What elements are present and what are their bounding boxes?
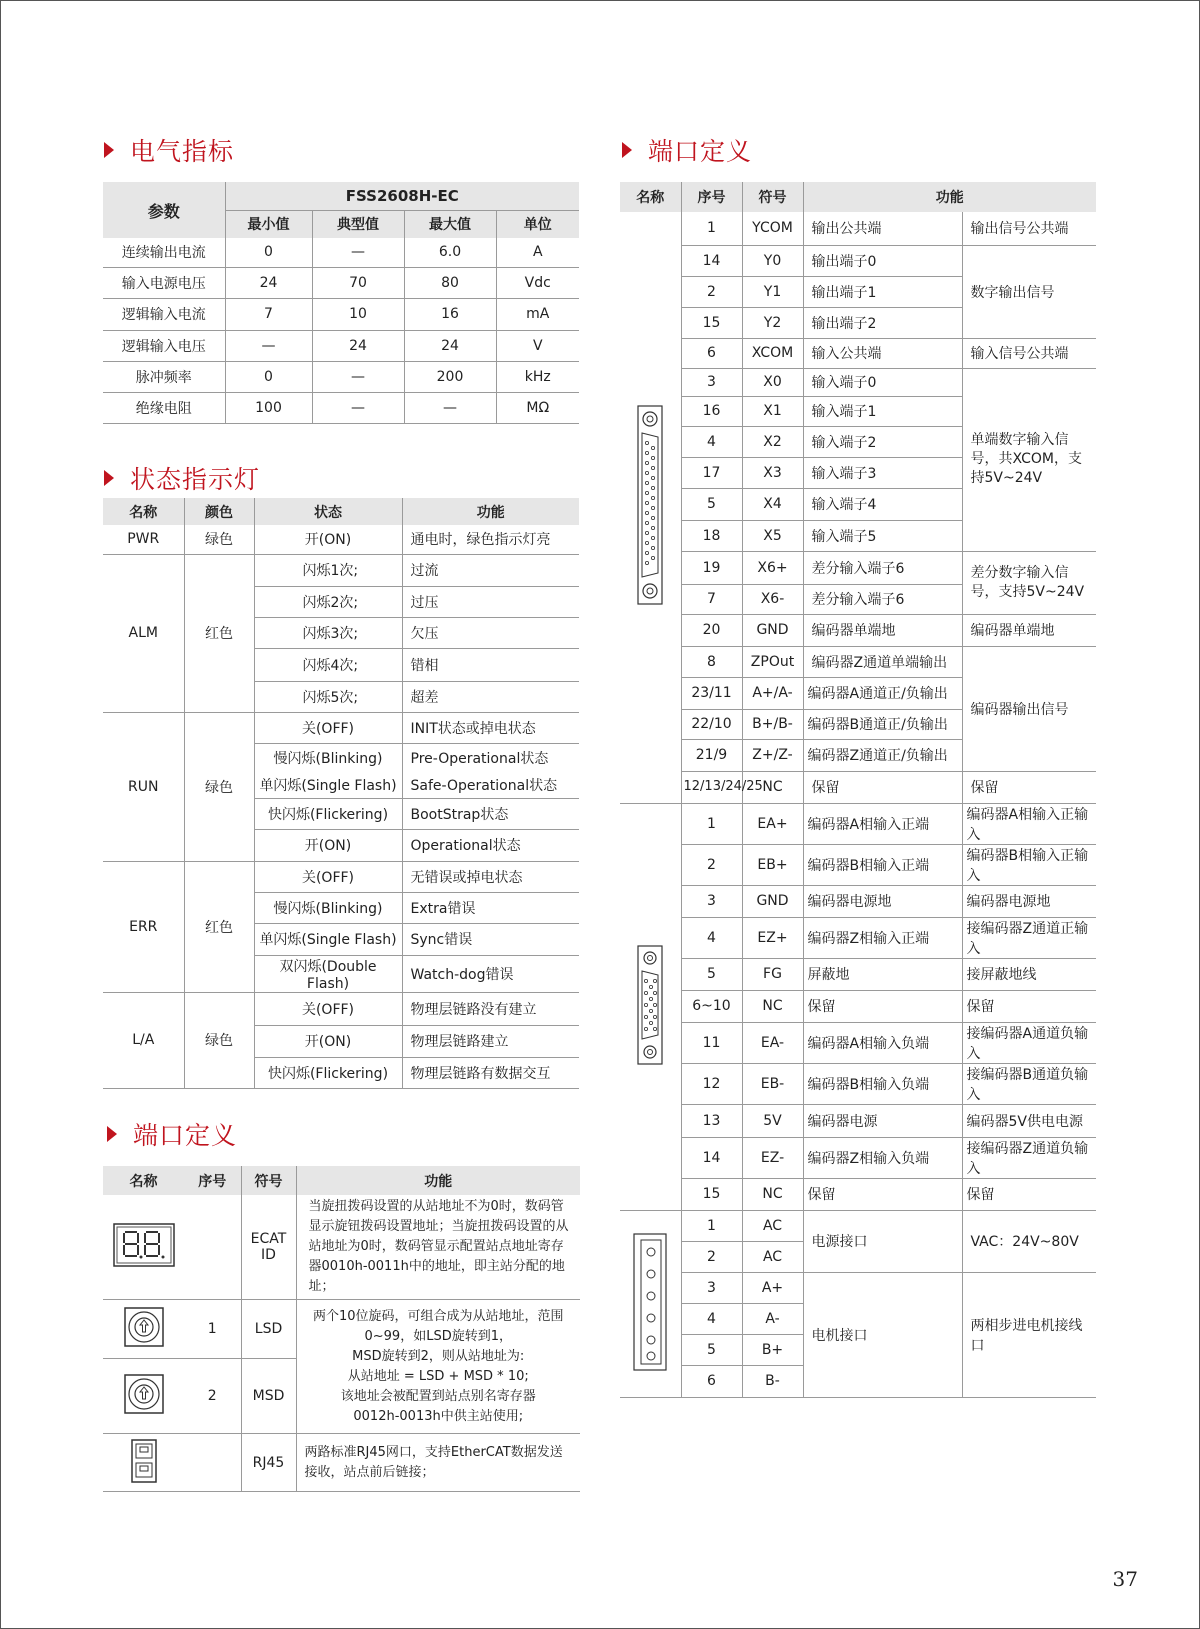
table-row: 开(ON) 物理层链路建立 bbox=[103, 1025, 579, 1057]
table-row: 快闪烁(Flickering) 物理层链路有数据交互 bbox=[103, 1057, 579, 1088]
table-row: 2 AC bbox=[620, 1241, 1096, 1272]
table-row: 双闪烁(Double Flash) Watch-dog错误 bbox=[103, 955, 579, 992]
table-row: L/A 绿色 关(OFF) 物理层链路没有建立 bbox=[103, 992, 579, 1025]
table-row: 慢闪烁(Blinking) Pre-Operational状态 bbox=[103, 743, 579, 772]
table-row: 单闪烁(Single Flash) Sync错误 bbox=[103, 923, 579, 955]
terminal-block-icon bbox=[630, 1232, 670, 1372]
col-state: 状态 bbox=[254, 498, 402, 525]
section-title-text: 端口定义 bbox=[648, 137, 753, 166]
col-no: 序号 bbox=[184, 1166, 241, 1195]
table-row: 4 A- bbox=[620, 1303, 1096, 1334]
col-name: 名称 bbox=[620, 182, 681, 212]
table-row: 19 X6+ 差分输入端子6 差分数字输入信号，支持5V~24V bbox=[620, 551, 1096, 584]
port-left-table bbox=[103, 1166, 580, 1492]
col-no: 序号 bbox=[681, 182, 742, 212]
section-title-port-left bbox=[107, 1116, 237, 1152]
col-symbol: 符号 bbox=[742, 182, 803, 212]
table-row: 22/10 B+/B- 编码器B通道正/负输出 bbox=[620, 709, 1096, 739]
section-title-status bbox=[104, 460, 260, 496]
table-row: 17 X3 输入端子3 bbox=[620, 457, 1096, 488]
section-title-text: 端口定义 bbox=[133, 1121, 238, 1150]
electrical-table bbox=[103, 182, 579, 424]
table-row: 5 B+ bbox=[620, 1334, 1096, 1365]
table-row: PWR 绿色 开(ON) 通电时，绿色指示灯亮 bbox=[103, 525, 579, 554]
db25-connector-icon bbox=[637, 405, 663, 605]
seven-segment-display-icon bbox=[113, 1223, 175, 1267]
col-function: 功能 bbox=[803, 182, 1096, 212]
table-row: 绝缘电阻 100 — — MΩ bbox=[103, 392, 579, 423]
page-number: 37 bbox=[1112, 1567, 1138, 1591]
table-row: RUN 绿色 关(OFF) INIT状态或掉电状态 bbox=[103, 712, 579, 743]
table-row: 2 MSD bbox=[103, 1359, 580, 1434]
table-row: 23/11 A+/A- 编码器A通道正/负输出 bbox=[620, 677, 1096, 709]
table-row: 14 Y0 输出端子0 数字输出信号 bbox=[620, 245, 1096, 276]
param-header: 参数 bbox=[103, 182, 225, 238]
port-right-table bbox=[620, 182, 1096, 1398]
table-row: 18 X5 输入端子5 bbox=[620, 520, 1096, 551]
table-row: 1 LSD 两个10位旋码，可组合成为从站地址，范围 0~99，如LSD旋转到1， MSD旋转到2，则从站地址为: 从站地址 = LSD + MSD * 10; 该地址会被配置到站点别名寄存器 0012h-0013h中供主站使用; bbox=[103, 1300, 580, 1359]
table-row: 1 EA+ 编码器A相输入正端 编码器A相输入正输入 bbox=[620, 803, 1096, 844]
table-row: 13 5V 编码器电源 编码器5V供电电源 bbox=[620, 1104, 1096, 1137]
table-row: 逻辑输入电流 7 10 16 mA bbox=[103, 298, 579, 330]
table-row: 5 FG 屏蔽地 接屏蔽地线 bbox=[620, 958, 1096, 990]
section-marker-icon bbox=[104, 142, 114, 158]
table-row: ERR 红色 关(OFF) 无错误或掉电状态 bbox=[103, 861, 579, 892]
table-row: 20 GND 编码器单端地 编码器单端地 bbox=[620, 614, 1096, 646]
model-header: FSS2608H-EC bbox=[225, 182, 579, 210]
table-row: 4 X2 输入端子2 bbox=[620, 426, 1096, 457]
status-led-table bbox=[103, 498, 579, 1089]
table-row: 闪烁4次; 错相 bbox=[103, 648, 579, 681]
table-row: 单闪烁(Single Flash) Safe-Operational状态 bbox=[103, 772, 579, 798]
table-row: 12 EB- 编码器B相输入负端 接编码器B通道负输入 bbox=[620, 1063, 1096, 1104]
table-row: 输入电源电压 24 70 80 Vdc bbox=[103, 267, 579, 298]
rj45-port-icon bbox=[131, 1439, 157, 1483]
table-row: 脉冲频率 0 — 200 kHz bbox=[103, 361, 579, 392]
table-row: ALM 红色 闪烁1次; 过流 bbox=[103, 554, 579, 586]
col-color: 颜色 bbox=[184, 498, 254, 525]
table-row: 1 AC 电源接口 VAC：24V~80V bbox=[620, 1210, 1096, 1241]
table-row: 21/9 Z+/Z- 编码器Z通道正/负输出 bbox=[620, 739, 1096, 771]
table-row: 16 X1 输入端子1 bbox=[620, 396, 1096, 426]
table-row: RJ45 两路标准RJ45网口，支持EtherCAT数据发送接收，站点前后链接； bbox=[103, 1434, 580, 1492]
db15-connector-icon bbox=[637, 945, 663, 1065]
section-marker-icon bbox=[104, 470, 114, 486]
table-row: 15 NC 保留 保留 bbox=[620, 1178, 1096, 1210]
section-marker-icon bbox=[622, 142, 632, 158]
table-row: 慢闪烁(Blinking) Extra错误 bbox=[103, 892, 579, 923]
col-max: 最大值 bbox=[404, 210, 496, 238]
table-row: 逻辑输入电压 — 24 24 V bbox=[103, 330, 579, 361]
col-symbol: 符号 bbox=[241, 1166, 296, 1195]
table-row: 6 B- bbox=[620, 1365, 1096, 1397]
section-title-text: 电气指标 bbox=[130, 137, 235, 166]
table-row: 15 Y2 输出端子2 bbox=[620, 307, 1096, 338]
col-typ: 典型值 bbox=[312, 210, 404, 238]
table-row: 6~10 NC 保留 保留 bbox=[620, 990, 1096, 1022]
table-row: 3 GND 编码器电源地 编码器电源地 bbox=[620, 885, 1096, 917]
table-row: 7 X6- 差分输入端子6 bbox=[620, 584, 1096, 614]
table-row: 8 ZPOut 编码器Z通道单端输出 编码器输出信号 bbox=[620, 646, 1096, 677]
table-row: 2 Y1 输出端子1 bbox=[620, 276, 1096, 307]
table-row: 3 A+ 电机接口 两相步进电机接线口 bbox=[620, 1272, 1096, 1303]
table-row: ECAT ID 当旋扭拨码设置的从站地址不为0时，数码管显示旋钮拨码设置地址；当旋扭拨码设置的从站地址为0时，数码管显示配置站点地址寄存器0010h-0011h中的地址，即主站分配的地址； bbox=[103, 1195, 580, 1300]
col-min: 最小值 bbox=[225, 210, 312, 238]
table-row: 2 EB+ 编码器B相输入正端 编码器B相输入正输入 bbox=[620, 844, 1096, 885]
table-row: 11 EA- 编码器A相输入负端 接编码器A通道负输入 bbox=[620, 1022, 1096, 1063]
section-marker-icon bbox=[107, 1126, 117, 1142]
col-name: 名称 bbox=[103, 1166, 184, 1195]
table-row: 3 X0 输入端子0 单端数字输入信号，共XCOM，支持5V~24V bbox=[620, 368, 1096, 396]
table-row: 闪烁2次; 过压 bbox=[103, 586, 579, 617]
rotary-switch-msd-icon bbox=[124, 1374, 164, 1414]
table-row: 5 X4 输入端子4 bbox=[620, 488, 1096, 520]
table-row: 开(ON) Operational状态 bbox=[103, 829, 579, 861]
rotary-switch-lsd-icon bbox=[124, 1307, 164, 1347]
table-row: 4 EZ+ 编码器Z相输入正端 接编码器Z通道正输入 bbox=[620, 917, 1096, 958]
section-title-text: 状态指示灯 bbox=[130, 465, 261, 494]
table-row: 14 EZ- 编码器Z相输入负端 接编码器Z通道负输入 bbox=[620, 1137, 1096, 1178]
section-title-electrical bbox=[104, 132, 234, 168]
col-unit: 单位 bbox=[496, 210, 579, 238]
col-function: 功能 bbox=[296, 1166, 580, 1195]
table-row: 6 XCOM 输入公共端 输入信号公共端 bbox=[620, 338, 1096, 368]
table-row: 闪烁5次; 超差 bbox=[103, 681, 579, 712]
table-row: 快闪烁(Flickering) BootStrap状态 bbox=[103, 798, 579, 829]
table-row: 连续输出电流 0 — 6.0 A bbox=[103, 238, 579, 267]
col-function: 功能 bbox=[402, 498, 579, 525]
table-row: 闪烁3次; 欠压 bbox=[103, 617, 579, 648]
table-row: 1 YCOM 输出公共端 输出信号公共端 bbox=[620, 212, 1096, 245]
table-row: 12/13/24/25 NC 保留 保留 bbox=[620, 771, 1096, 803]
col-name: 名称 bbox=[103, 498, 184, 525]
section-title-port-right bbox=[622, 132, 752, 168]
